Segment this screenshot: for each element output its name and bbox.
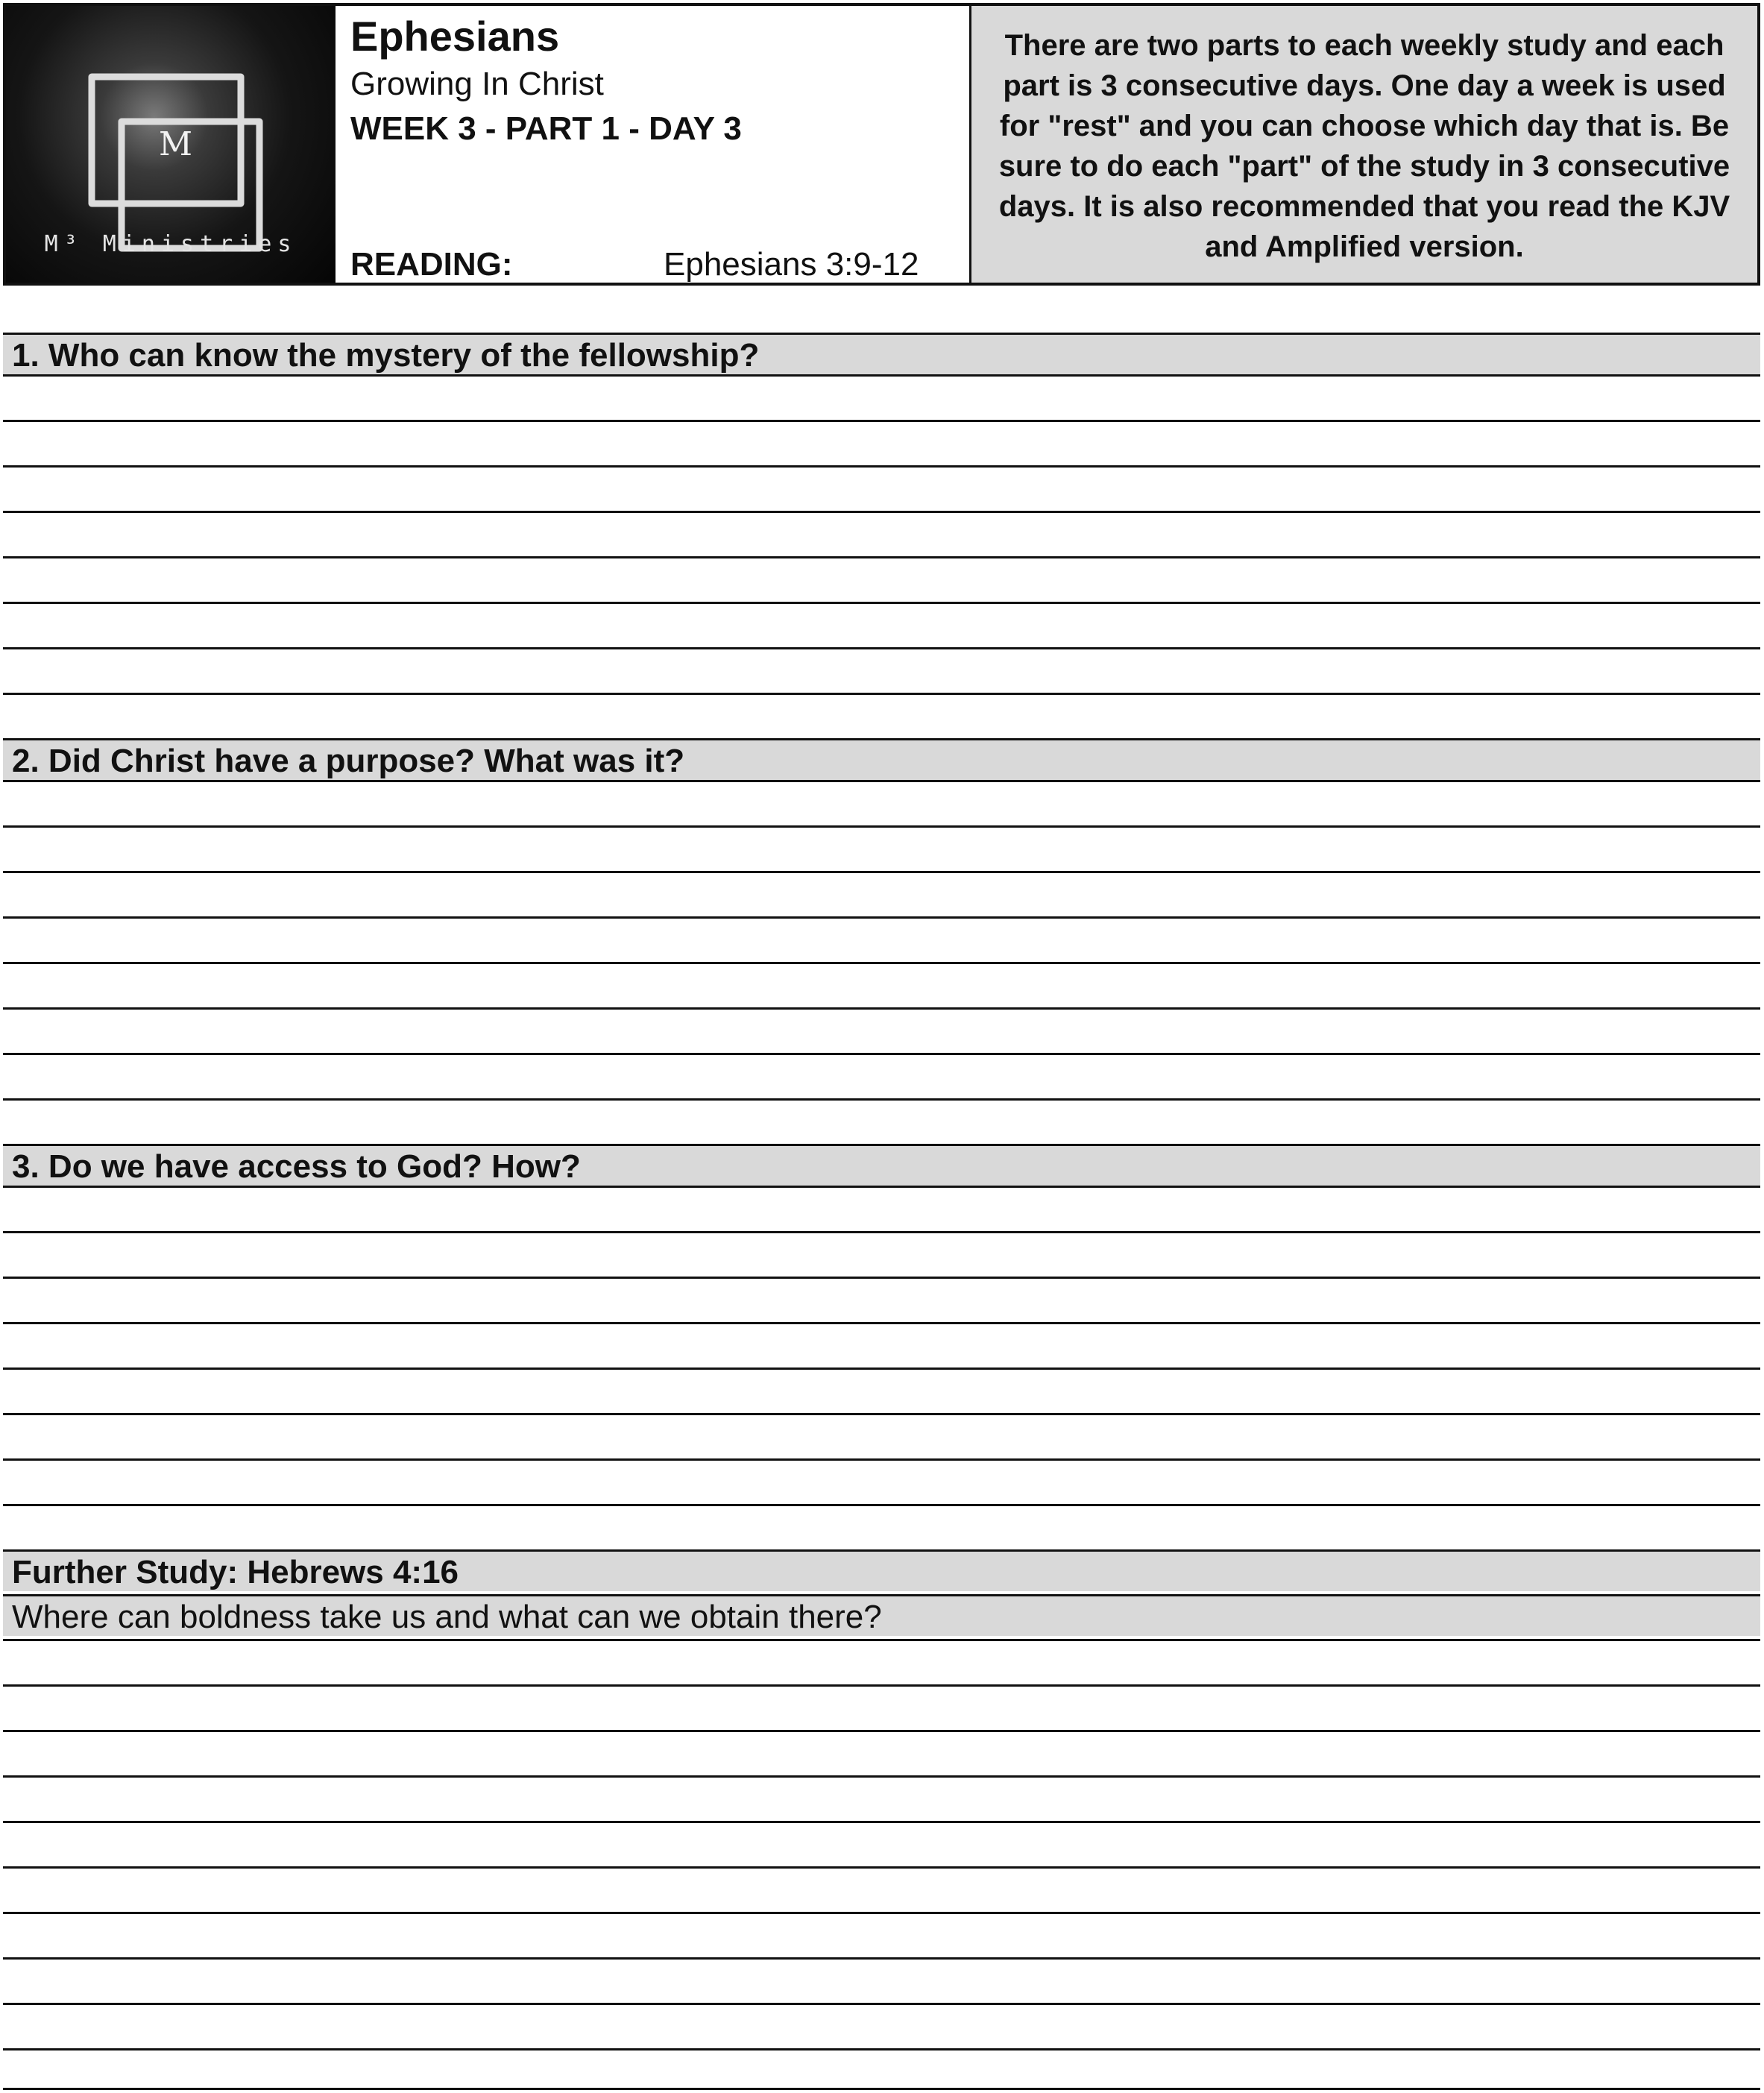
logo-mark: M: [159, 125, 193, 163]
ministry-logo: [6, 6, 336, 283]
further-study-question: Where can boldness take us and what can we obtain there?: [3, 1594, 1760, 1636]
further-study-heading: Further Study: Hebrews 4:16: [3, 1549, 1760, 1591]
instructions-note: There are two parts to each weekly study and each part is 3 consecutive days. One day a week is used for "rest" and you can choose which day that is. Be sure to do each "part" of the study in 3 consecutive days. It is also recommended that you read the KJV and Amplified version.: [971, 6, 1757, 283]
answer-line[interactable]: [3, 871, 1760, 873]
question-2: 2. Did Christ have a purpose? What was it?: [3, 738, 1760, 780]
answer-line[interactable]: [3, 556, 1760, 558]
question-3: 3. Do we have access to God? How?: [3, 1144, 1760, 1186]
answer-line[interactable]: [3, 1639, 1760, 1641]
week-label: WEEK 3 - PART 1 - DAY 3: [350, 110, 742, 147]
answer-line[interactable]: [3, 1775, 1760, 1778]
answer-line[interactable]: [3, 1186, 1760, 1188]
answer-line[interactable]: [3, 1866, 1760, 1869]
answer-line[interactable]: [3, 465, 1760, 468]
answer-line[interactable]: [3, 511, 1760, 513]
title-block: [336, 6, 971, 283]
answer-line[interactable]: [3, 1231, 1760, 1233]
answer-line[interactable]: [3, 1098, 1760, 1101]
answer-line[interactable]: [3, 2003, 1760, 2005]
question-1: 1. Who can know the mystery of the fellowship?: [3, 333, 1760, 374]
answer-line[interactable]: [3, 825, 1760, 828]
worksheet-header: [3, 3, 1760, 286]
answer-line[interactable]: [3, 1912, 1760, 1914]
answer-line[interactable]: [3, 1053, 1760, 1055]
answer-line[interactable]: [3, 1458, 1760, 1461]
answer-line[interactable]: [3, 1684, 1760, 1687]
answer-line[interactable]: [3, 1730, 1760, 1732]
reading-reference: Ephesians 3:9-12: [664, 246, 919, 283]
answer-line[interactable]: [3, 1322, 1760, 1324]
study-subtitle: Growing In Christ: [350, 66, 604, 102]
answer-line[interactable]: [3, 420, 1760, 422]
answer-line[interactable]: [3, 1007, 1760, 1010]
answer-line[interactable]: [3, 2088, 1760, 2090]
answer-line[interactable]: [3, 2048, 1760, 2050]
answer-line[interactable]: [3, 1367, 1760, 1370]
answer-line[interactable]: [3, 602, 1760, 604]
answer-line[interactable]: [3, 647, 1760, 649]
answer-line[interactable]: [3, 1413, 1760, 1415]
reading-label: READING:: [350, 246, 513, 283]
answer-line[interactable]: [3, 962, 1760, 964]
answer-line[interactable]: [3, 693, 1760, 695]
answer-line[interactable]: [3, 780, 1760, 782]
answer-line[interactable]: [3, 1957, 1760, 1960]
answer-line[interactable]: [3, 374, 1760, 377]
answer-line[interactable]: [3, 1277, 1760, 1279]
answer-line[interactable]: [3, 1821, 1760, 1823]
answer-line[interactable]: [3, 916, 1760, 919]
study-title: Ephesians: [350, 13, 560, 60]
answer-line[interactable]: [3, 1504, 1760, 1506]
logo-text: M³ Ministries: [44, 231, 297, 257]
